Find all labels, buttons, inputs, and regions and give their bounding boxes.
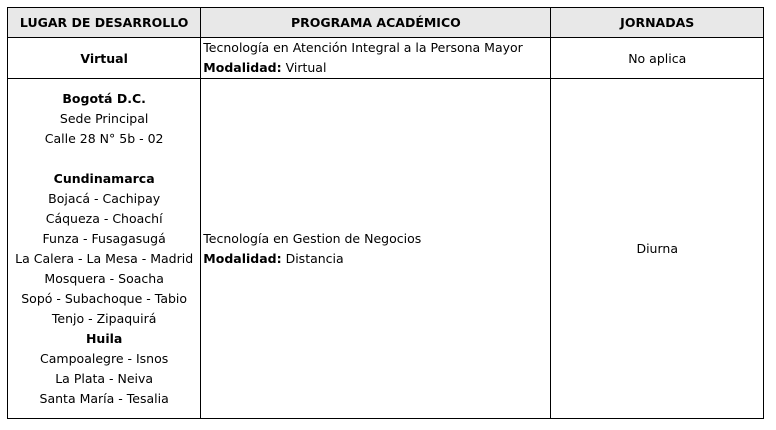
location-line: La Calera - La Mesa - Madrid [15,250,194,266]
region-heading: Huila [85,330,123,346]
programa-cell [201,79,551,419]
spacer [10,149,198,169]
programa-cell [201,38,551,79]
location-line: Bojacá - Cachipay [48,190,161,206]
jornada-cell: Diurna [551,79,764,419]
header-jornadas: JORNADAS [551,8,764,38]
modalidad-label: Modalidad: [203,60,282,75]
location-line: Funza - Fusagasugá [42,230,166,246]
location-line: La Plata - Neiva [55,370,154,386]
modalidad-value: Distancia [281,250,344,266]
location-line: Sopó - Subachoque - Tabio [21,290,188,306]
program-name: Tecnología en Gestion de Negocios [203,230,422,246]
modalidad-line [203,249,548,269]
modalidad-value: Virtual [281,60,327,75]
programs-table [7,7,764,419]
table-row [8,38,764,79]
region-heading: Cundinamarca [53,170,155,186]
location-line: Calle 28 N° 5b - 02 [44,130,164,146]
location-line: Cáqueza - Choachí [45,210,163,226]
program-name: Tecnología en Atención Integral a la Persona Mayor [203,40,523,55]
header-lugar: LUGAR DE DESARROLLO [8,8,201,38]
lugar-cell: Virtual [8,38,201,79]
modalidad-line [203,58,548,78]
modalidad-label: Modalidad: [203,250,282,266]
header-row [8,8,764,38]
location-line: Campoalegre - Isnos [40,350,169,366]
header-programa: PROGRAMA ACADÉMICO [201,8,551,38]
jornada-cell: No aplica [551,38,764,79]
location-line: Santa María - Tesalia [39,390,169,406]
lugar-cell [8,79,201,419]
location-line: Tenjo - Zipaquirá [51,310,157,326]
location-line: Mosquera - Soacha [44,270,164,286]
table-row [8,79,764,419]
location-line: Sede Principal [59,110,149,126]
region-heading: Bogotá D.C. [62,90,146,106]
